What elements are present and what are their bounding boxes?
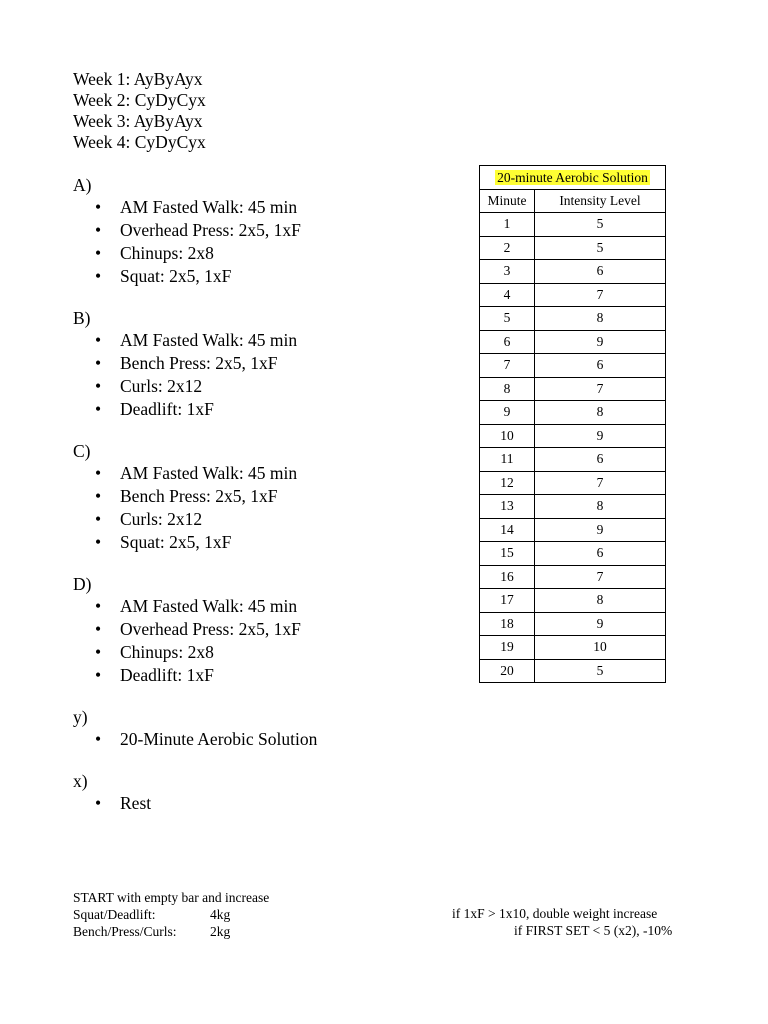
intensity-cell: 6 bbox=[535, 260, 666, 284]
intensity-cell: 9 bbox=[535, 424, 666, 448]
workout-section-label: y) bbox=[73, 707, 88, 727]
intensity-cell: 8 bbox=[535, 589, 666, 613]
minute-cell: 2 bbox=[480, 236, 535, 260]
week-schedule bbox=[73, 69, 206, 153]
column-header-intensity: Intensity Level bbox=[535, 190, 666, 213]
minute-cell: 17 bbox=[480, 589, 535, 613]
week-line-2: Week 2: CyDyCyx bbox=[73, 90, 206, 110]
bullet-icon: • bbox=[95, 729, 102, 749]
exercise-text: Overhead Press: 2x5, 1xF bbox=[120, 220, 301, 240]
table-row bbox=[480, 401, 666, 425]
minute-cell: 14 bbox=[480, 518, 535, 542]
table-row bbox=[480, 260, 666, 284]
exercise-text: Squat: 2x5, 1xF bbox=[120, 266, 232, 286]
exercise-text: Deadlift: 1xF bbox=[120, 399, 214, 419]
bench-increment-value: 2kg bbox=[210, 924, 231, 939]
intensity-cell: 5 bbox=[535, 236, 666, 260]
bullet-icon: • bbox=[95, 665, 102, 685]
bullet-icon: • bbox=[95, 220, 102, 240]
exercise-item bbox=[73, 375, 317, 398]
week-line-3: Week 3: AyByAyx bbox=[73, 111, 203, 131]
bullet-icon: • bbox=[95, 376, 102, 396]
bullet-icon: • bbox=[95, 596, 102, 616]
exercise-item bbox=[73, 352, 317, 375]
exercise-item bbox=[73, 196, 317, 219]
intensity-cell: 8 bbox=[535, 401, 666, 425]
exercise-text: Bench Press: 2x5, 1xF bbox=[120, 353, 278, 373]
minute-cell: 3 bbox=[480, 260, 535, 284]
intensity-cell: 8 bbox=[535, 307, 666, 331]
bullet-icon: • bbox=[95, 330, 102, 350]
minute-cell: 16 bbox=[480, 565, 535, 589]
exercise-list bbox=[73, 329, 317, 421]
minute-cell: 20 bbox=[480, 659, 535, 683]
bullet-icon: • bbox=[95, 486, 102, 506]
intensity-cell: 5 bbox=[535, 659, 666, 683]
aerobic-table-title bbox=[480, 166, 666, 190]
exercise-text: AM Fasted Walk: 45 min bbox=[120, 596, 298, 616]
intensity-cell: 9 bbox=[535, 518, 666, 542]
start-note: START with empty bar and increase bbox=[73, 890, 270, 905]
exercise-item bbox=[73, 664, 317, 687]
table-row bbox=[480, 330, 666, 354]
intensity-cell: 7 bbox=[535, 471, 666, 495]
bullet-icon: • bbox=[95, 399, 102, 419]
table-row bbox=[480, 589, 666, 613]
exercise-text: AM Fasted Walk: 45 min bbox=[120, 463, 298, 483]
exercise-text: Bench Press: 2x5, 1xF bbox=[120, 486, 278, 506]
bullet-icon: • bbox=[95, 793, 102, 813]
exercise-item bbox=[73, 531, 317, 554]
bench-increment-label: Bench/Press/Curls: bbox=[73, 924, 177, 939]
minute-cell: 8 bbox=[480, 377, 535, 401]
table-row bbox=[480, 283, 666, 307]
minute-cell: 9 bbox=[480, 401, 535, 425]
exercise-list bbox=[73, 462, 317, 554]
minute-cell: 13 bbox=[480, 495, 535, 519]
exercise-list bbox=[73, 792, 317, 815]
workout-section bbox=[73, 706, 317, 770]
exercise-text: 20-Minute Aerobic Solution bbox=[120, 729, 318, 749]
intensity-cell: 9 bbox=[535, 330, 666, 354]
table-row bbox=[480, 518, 666, 542]
table-row bbox=[480, 424, 666, 448]
exercise-item bbox=[73, 329, 317, 352]
intensity-cell: 6 bbox=[535, 542, 666, 566]
intensity-cell: 10 bbox=[535, 636, 666, 660]
exercise-list bbox=[73, 595, 317, 687]
table-row bbox=[480, 565, 666, 589]
deload-rule: if FIRST SET < 5 (x2), -10% bbox=[514, 923, 673, 938]
exercise-item bbox=[73, 728, 317, 751]
exercise-text: Curls: 2x12 bbox=[120, 376, 203, 396]
table-row bbox=[480, 636, 666, 660]
exercise-text: AM Fasted Walk: 45 min bbox=[120, 330, 298, 350]
intensity-cell: 5 bbox=[535, 213, 666, 237]
exercise-text: Squat: 2x5, 1xF bbox=[120, 532, 232, 552]
exercise-item bbox=[73, 792, 317, 815]
workout-section-label: A) bbox=[73, 175, 92, 195]
progression-notes bbox=[73, 889, 269, 940]
bullet-icon: • bbox=[95, 266, 102, 286]
double-increase-rule: if 1xF > 1x10, double weight increase bbox=[452, 906, 658, 921]
bullet-icon: • bbox=[95, 463, 102, 483]
intensity-cell: 9 bbox=[535, 612, 666, 636]
table-row bbox=[480, 448, 666, 472]
workout-section bbox=[73, 307, 317, 440]
exercise-text: Chinups: 2x8 bbox=[120, 642, 214, 662]
bullet-icon: • bbox=[95, 243, 102, 263]
minute-cell: 4 bbox=[480, 283, 535, 307]
exercise-text: Overhead Press: 2x5, 1xF bbox=[120, 619, 301, 639]
intensity-cell: 7 bbox=[535, 565, 666, 589]
table-row bbox=[480, 542, 666, 566]
intensity-cell: 8 bbox=[535, 495, 666, 519]
aerobic-table-title-text: 20-minute Aerobic Solution bbox=[497, 169, 648, 185]
intensity-cell: 6 bbox=[535, 448, 666, 472]
exercise-item bbox=[73, 219, 317, 242]
workout-section bbox=[73, 573, 317, 706]
exercise-text: Chinups: 2x8 bbox=[120, 243, 214, 263]
minute-cell: 11 bbox=[480, 448, 535, 472]
exercise-item bbox=[73, 595, 317, 618]
table-row bbox=[480, 495, 666, 519]
minute-cell: 5 bbox=[480, 307, 535, 331]
bullet-icon: • bbox=[95, 509, 102, 529]
exercise-item bbox=[73, 641, 317, 664]
bullet-icon: • bbox=[95, 197, 102, 217]
squat-increment-row bbox=[73, 906, 269, 923]
exercise-list bbox=[73, 728, 317, 751]
minute-cell: 15 bbox=[480, 542, 535, 566]
exercise-item bbox=[73, 485, 317, 508]
exercise-item bbox=[73, 508, 317, 531]
exercise-item bbox=[73, 618, 317, 641]
week-line-4: Week 4: CyDyCyx bbox=[73, 132, 206, 152]
minute-cell: 19 bbox=[480, 636, 535, 660]
minute-cell: 10 bbox=[480, 424, 535, 448]
workout-list bbox=[73, 174, 317, 834]
minute-cell: 18 bbox=[480, 612, 535, 636]
bullet-icon: • bbox=[95, 532, 102, 552]
exercise-item bbox=[73, 398, 317, 421]
exercise-list bbox=[73, 196, 317, 288]
exercise-item bbox=[73, 265, 317, 288]
exercise-text: Rest bbox=[120, 793, 152, 813]
workout-section-label: D) bbox=[73, 574, 92, 594]
aerobic-table bbox=[479, 165, 666, 683]
workout-section bbox=[73, 440, 317, 573]
workout-section bbox=[73, 174, 317, 307]
exercise-text: AM Fasted Walk: 45 min bbox=[120, 197, 298, 217]
intensity-cell: 6 bbox=[535, 354, 666, 378]
week-line-1: Week 1: AyByAyx bbox=[73, 69, 203, 89]
exercise-text: Deadlift: 1xF bbox=[120, 665, 214, 685]
squat-increment-label: Squat/Deadlift: bbox=[73, 907, 156, 922]
intensity-cell: 7 bbox=[535, 377, 666, 401]
table-row bbox=[480, 236, 666, 260]
table-row bbox=[480, 659, 666, 683]
table-row bbox=[480, 354, 666, 378]
minute-cell: 7 bbox=[480, 354, 535, 378]
exercise-item bbox=[73, 462, 317, 485]
table-row bbox=[480, 213, 666, 237]
workout-section bbox=[73, 770, 317, 834]
squat-increment-value: 4kg bbox=[210, 907, 231, 922]
exercise-text: Curls: 2x12 bbox=[120, 509, 203, 529]
table-row bbox=[480, 377, 666, 401]
bench-increment-row bbox=[73, 923, 269, 940]
workout-section-label: C) bbox=[73, 441, 91, 461]
minute-cell: 6 bbox=[480, 330, 535, 354]
minute-cell: 12 bbox=[480, 471, 535, 495]
intensity-cell: 7 bbox=[535, 283, 666, 307]
bullet-icon: • bbox=[95, 642, 102, 662]
workout-section-label: B) bbox=[73, 308, 91, 328]
table-row bbox=[480, 307, 666, 331]
table-row bbox=[480, 612, 666, 636]
bullet-icon: • bbox=[95, 619, 102, 639]
table-row bbox=[480, 471, 666, 495]
exercise-item bbox=[73, 242, 317, 265]
workout-section-label: x) bbox=[73, 771, 88, 791]
column-header-minute: Minute bbox=[480, 190, 535, 213]
minute-cell: 1 bbox=[480, 213, 535, 237]
bullet-icon: • bbox=[95, 353, 102, 373]
